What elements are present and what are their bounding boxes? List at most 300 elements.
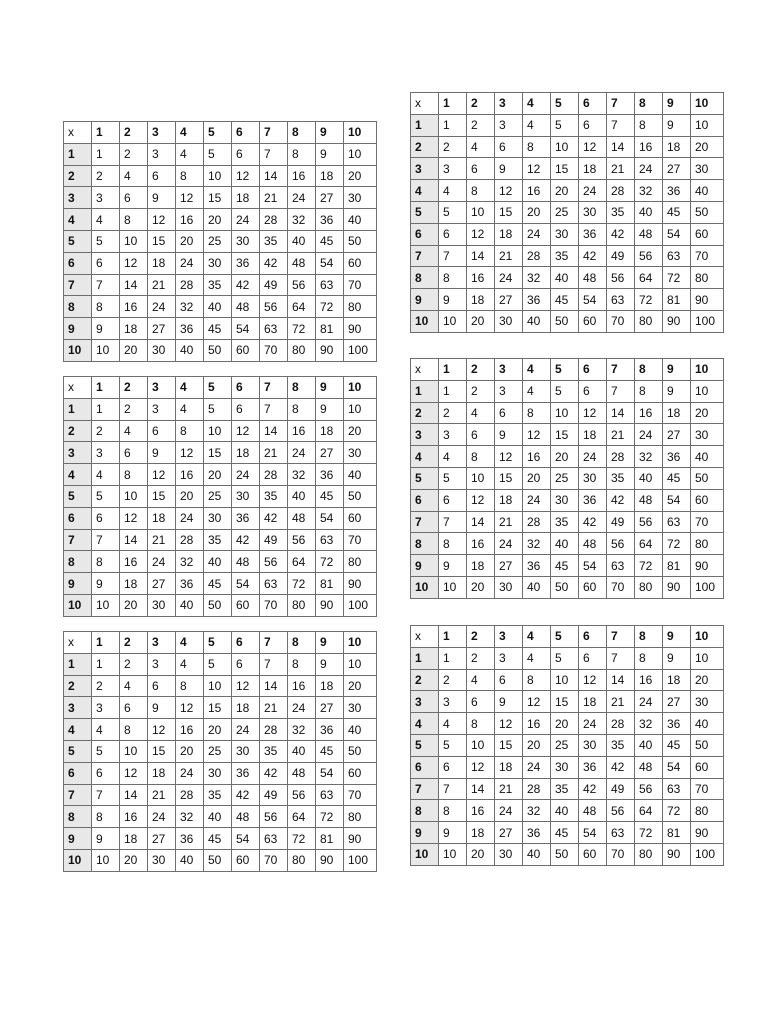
product-cell: 30 bbox=[344, 697, 377, 719]
product-cell: 48 bbox=[635, 223, 663, 245]
product-cell: 100 bbox=[691, 576, 724, 598]
product-cell: 24 bbox=[635, 158, 663, 180]
table-row bbox=[64, 675, 377, 697]
product-cell: 21 bbox=[495, 245, 523, 267]
column-header: 5 bbox=[204, 122, 232, 144]
product-cell: 20 bbox=[120, 594, 148, 616]
product-cell: 9 bbox=[92, 573, 120, 595]
product-cell: 1 bbox=[439, 647, 467, 669]
column-header: 8 bbox=[635, 626, 663, 648]
product-cell: 49 bbox=[607, 778, 635, 800]
product-cell: 12 bbox=[176, 697, 204, 719]
product-cell: 4 bbox=[467, 669, 495, 691]
product-cell: 24 bbox=[495, 267, 523, 289]
row-header: 1 bbox=[411, 380, 439, 402]
table-row bbox=[64, 296, 377, 318]
product-cell: 2 bbox=[92, 420, 120, 442]
product-cell: 16 bbox=[288, 165, 316, 187]
table-row bbox=[411, 267, 724, 289]
product-cell: 63 bbox=[260, 573, 288, 595]
product-cell: 36 bbox=[232, 762, 260, 784]
product-cell: 20 bbox=[344, 675, 377, 697]
product-cell: 7 bbox=[92, 529, 120, 551]
product-cell: 6 bbox=[495, 669, 523, 691]
product-cell: 5 bbox=[92, 740, 120, 762]
row-header: 4 bbox=[64, 209, 92, 231]
row-header: 2 bbox=[411, 136, 439, 158]
product-cell: 6 bbox=[439, 223, 467, 245]
column-header: 10 bbox=[691, 93, 724, 115]
product-cell: 12 bbox=[495, 446, 523, 468]
product-cell: 45 bbox=[663, 734, 691, 756]
row-header: 7 bbox=[411, 511, 439, 533]
product-cell: 10 bbox=[344, 653, 377, 675]
product-cell: 24 bbox=[523, 756, 551, 778]
product-cell: 16 bbox=[523, 446, 551, 468]
column-header: 8 bbox=[288, 377, 316, 399]
product-cell: 70 bbox=[344, 274, 377, 296]
product-cell: 3 bbox=[439, 158, 467, 180]
product-cell: 14 bbox=[467, 245, 495, 267]
product-cell: 21 bbox=[495, 778, 523, 800]
product-cell: 40 bbox=[551, 533, 579, 555]
product-cell: 45 bbox=[316, 740, 344, 762]
product-cell: 60 bbox=[344, 507, 377, 529]
product-cell: 3 bbox=[439, 691, 467, 713]
product-cell: 40 bbox=[344, 209, 377, 231]
row-header: 1 bbox=[64, 398, 92, 420]
column-header: 6 bbox=[579, 359, 607, 381]
product-cell: 9 bbox=[92, 318, 120, 340]
product-cell: 72 bbox=[663, 800, 691, 822]
table-row bbox=[411, 691, 724, 713]
product-cell: 8 bbox=[92, 551, 120, 573]
product-cell: 24 bbox=[232, 464, 260, 486]
product-cell: 21 bbox=[260, 442, 288, 464]
product-cell: 8 bbox=[467, 180, 495, 202]
multiplication-table-left-2 bbox=[63, 376, 377, 617]
product-cell: 49 bbox=[260, 274, 288, 296]
product-cell: 60 bbox=[579, 576, 607, 598]
product-cell: 8 bbox=[288, 398, 316, 420]
product-cell: 5 bbox=[551, 114, 579, 136]
product-cell: 4 bbox=[92, 719, 120, 741]
product-cell: 20 bbox=[691, 136, 724, 158]
product-cell: 8 bbox=[120, 464, 148, 486]
product-cell: 24 bbox=[635, 424, 663, 446]
product-cell: 45 bbox=[204, 828, 232, 850]
product-cell: 4 bbox=[176, 653, 204, 675]
product-cell: 54 bbox=[579, 822, 607, 844]
product-cell: 64 bbox=[288, 806, 316, 828]
product-cell: 15 bbox=[204, 697, 232, 719]
product-cell: 9 bbox=[495, 158, 523, 180]
product-cell: 10 bbox=[92, 849, 120, 871]
product-cell: 9 bbox=[663, 114, 691, 136]
corner-cell: x bbox=[411, 93, 439, 115]
product-cell: 45 bbox=[316, 485, 344, 507]
row-header: 6 bbox=[411, 223, 439, 245]
product-cell: 30 bbox=[551, 756, 579, 778]
table-row bbox=[64, 828, 377, 850]
product-cell: 60 bbox=[232, 339, 260, 361]
product-cell: 42 bbox=[260, 762, 288, 784]
product-cell: 7 bbox=[439, 511, 467, 533]
row-header: 1 bbox=[411, 647, 439, 669]
product-cell: 64 bbox=[288, 551, 316, 573]
product-cell: 40 bbox=[691, 180, 724, 202]
product-cell: 24 bbox=[288, 697, 316, 719]
column-header: 10 bbox=[691, 359, 724, 381]
column-header: 3 bbox=[148, 377, 176, 399]
product-cell: 70 bbox=[607, 843, 635, 865]
product-cell: 40 bbox=[523, 843, 551, 865]
product-cell: 24 bbox=[523, 489, 551, 511]
product-cell: 40 bbox=[204, 296, 232, 318]
product-cell: 8 bbox=[467, 713, 495, 735]
product-cell: 70 bbox=[691, 778, 724, 800]
product-cell: 3 bbox=[495, 380, 523, 402]
product-cell: 15 bbox=[148, 740, 176, 762]
column-header: 2 bbox=[467, 359, 495, 381]
product-cell: 72 bbox=[663, 267, 691, 289]
row-header: 3 bbox=[64, 697, 92, 719]
product-cell: 49 bbox=[260, 784, 288, 806]
product-cell: 21 bbox=[260, 187, 288, 209]
product-cell: 24 bbox=[579, 713, 607, 735]
column-header: 6 bbox=[232, 377, 260, 399]
product-cell: 12 bbox=[232, 420, 260, 442]
product-cell: 56 bbox=[635, 778, 663, 800]
table-row bbox=[64, 697, 377, 719]
column-header: 9 bbox=[316, 377, 344, 399]
product-cell: 56 bbox=[635, 511, 663, 533]
product-cell: 8 bbox=[176, 165, 204, 187]
corner-cell: x bbox=[411, 359, 439, 381]
table-row bbox=[411, 647, 724, 669]
product-cell: 9 bbox=[148, 697, 176, 719]
product-cell: 42 bbox=[607, 223, 635, 245]
product-cell: 70 bbox=[607, 310, 635, 332]
row-header: 10 bbox=[411, 843, 439, 865]
table-header-row bbox=[411, 359, 724, 381]
product-cell: 27 bbox=[495, 822, 523, 844]
product-cell: 54 bbox=[316, 507, 344, 529]
product-cell: 21 bbox=[607, 691, 635, 713]
product-cell: 12 bbox=[176, 442, 204, 464]
column-header: 2 bbox=[467, 93, 495, 115]
product-cell: 20 bbox=[691, 669, 724, 691]
product-cell: 81 bbox=[316, 318, 344, 340]
product-cell: 3 bbox=[439, 424, 467, 446]
product-cell: 81 bbox=[663, 822, 691, 844]
row-header: 2 bbox=[64, 675, 92, 697]
product-cell: 48 bbox=[579, 267, 607, 289]
product-cell: 3 bbox=[148, 653, 176, 675]
product-cell: 1 bbox=[92, 398, 120, 420]
table-row bbox=[411, 310, 724, 332]
product-cell: 7 bbox=[260, 398, 288, 420]
row-header: 5 bbox=[411, 201, 439, 223]
product-cell: 4 bbox=[120, 675, 148, 697]
product-cell: 21 bbox=[260, 697, 288, 719]
product-cell: 16 bbox=[288, 420, 316, 442]
table-row bbox=[64, 849, 377, 871]
product-cell: 10 bbox=[439, 843, 467, 865]
table-row bbox=[64, 464, 377, 486]
row-header: 9 bbox=[64, 318, 92, 340]
product-cell: 40 bbox=[176, 339, 204, 361]
product-cell: 40 bbox=[204, 551, 232, 573]
column-header: 5 bbox=[204, 632, 232, 654]
product-cell: 7 bbox=[260, 653, 288, 675]
table-row bbox=[411, 713, 724, 735]
product-cell: 35 bbox=[551, 511, 579, 533]
product-cell: 18 bbox=[120, 573, 148, 595]
column-header: 9 bbox=[663, 93, 691, 115]
product-cell: 15 bbox=[495, 734, 523, 756]
product-cell: 18 bbox=[232, 442, 260, 464]
product-cell: 20 bbox=[551, 180, 579, 202]
table-row bbox=[64, 165, 377, 187]
product-cell: 10 bbox=[120, 230, 148, 252]
row-header: 3 bbox=[411, 424, 439, 446]
product-cell: 18 bbox=[579, 691, 607, 713]
product-cell: 8 bbox=[523, 402, 551, 424]
product-cell: 54 bbox=[316, 252, 344, 274]
product-cell: 100 bbox=[344, 849, 377, 871]
product-cell: 28 bbox=[607, 713, 635, 735]
row-header: 5 bbox=[64, 740, 92, 762]
product-cell: 60 bbox=[344, 252, 377, 274]
column-header: 7 bbox=[260, 632, 288, 654]
table-header-row bbox=[64, 632, 377, 654]
product-cell: 1 bbox=[439, 380, 467, 402]
product-cell: 80 bbox=[288, 849, 316, 871]
multiplication-table-left-3 bbox=[63, 631, 377, 872]
product-cell: 4 bbox=[176, 143, 204, 165]
product-cell: 27 bbox=[316, 697, 344, 719]
product-cell: 3 bbox=[92, 697, 120, 719]
product-cell: 60 bbox=[579, 843, 607, 865]
product-cell: 35 bbox=[551, 778, 579, 800]
table-row bbox=[64, 594, 377, 616]
table-row bbox=[64, 339, 377, 361]
product-cell: 72 bbox=[316, 806, 344, 828]
product-cell: 32 bbox=[288, 209, 316, 231]
product-cell: 12 bbox=[467, 223, 495, 245]
corner-cell: x bbox=[64, 122, 92, 144]
product-cell: 45 bbox=[551, 822, 579, 844]
multiplication-table-left-1 bbox=[63, 121, 377, 362]
product-cell: 8 bbox=[120, 719, 148, 741]
table-row bbox=[64, 143, 377, 165]
product-cell: 20 bbox=[120, 339, 148, 361]
product-cell: 63 bbox=[316, 274, 344, 296]
product-cell: 81 bbox=[663, 289, 691, 311]
column-header: 10 bbox=[344, 632, 377, 654]
column-header: 6 bbox=[579, 93, 607, 115]
product-cell: 28 bbox=[607, 180, 635, 202]
column-header: 8 bbox=[635, 359, 663, 381]
product-cell: 30 bbox=[551, 223, 579, 245]
product-cell: 2 bbox=[92, 675, 120, 697]
product-cell: 7 bbox=[607, 647, 635, 669]
product-cell: 2 bbox=[467, 380, 495, 402]
product-cell: 5 bbox=[92, 485, 120, 507]
table-row bbox=[411, 446, 724, 468]
column-header: 7 bbox=[607, 93, 635, 115]
product-cell: 10 bbox=[551, 402, 579, 424]
product-cell: 4 bbox=[523, 114, 551, 136]
column-header: 10 bbox=[344, 377, 377, 399]
table-row bbox=[411, 778, 724, 800]
product-cell: 25 bbox=[551, 201, 579, 223]
row-header: 8 bbox=[411, 800, 439, 822]
product-cell: 48 bbox=[579, 800, 607, 822]
row-header: 2 bbox=[64, 420, 92, 442]
product-cell: 10 bbox=[439, 310, 467, 332]
product-cell: 10 bbox=[120, 740, 148, 762]
product-cell: 42 bbox=[260, 507, 288, 529]
table-row bbox=[411, 223, 724, 245]
product-cell: 50 bbox=[344, 740, 377, 762]
product-cell: 20 bbox=[467, 843, 495, 865]
product-cell: 15 bbox=[148, 485, 176, 507]
product-cell: 49 bbox=[607, 245, 635, 267]
product-cell: 1 bbox=[92, 653, 120, 675]
product-cell: 60 bbox=[344, 762, 377, 784]
product-cell: 16 bbox=[635, 402, 663, 424]
product-cell: 5 bbox=[439, 201, 467, 223]
product-cell: 2 bbox=[467, 114, 495, 136]
product-cell: 40 bbox=[551, 267, 579, 289]
product-cell: 9 bbox=[148, 187, 176, 209]
product-cell: 6 bbox=[467, 424, 495, 446]
product-cell: 3 bbox=[92, 187, 120, 209]
product-cell: 20 bbox=[523, 201, 551, 223]
table-row bbox=[64, 529, 377, 551]
column-header: 2 bbox=[120, 632, 148, 654]
row-header: 5 bbox=[64, 230, 92, 252]
product-cell: 40 bbox=[344, 464, 377, 486]
product-cell: 24 bbox=[148, 296, 176, 318]
product-cell: 35 bbox=[204, 529, 232, 551]
product-cell: 42 bbox=[607, 489, 635, 511]
table-row bbox=[411, 201, 724, 223]
product-cell: 36 bbox=[176, 828, 204, 850]
column-header: 6 bbox=[232, 122, 260, 144]
product-cell: 42 bbox=[232, 529, 260, 551]
product-cell: 25 bbox=[551, 734, 579, 756]
column-header: 5 bbox=[551, 93, 579, 115]
product-cell: 12 bbox=[579, 669, 607, 691]
product-cell: 63 bbox=[663, 511, 691, 533]
product-cell: 6 bbox=[495, 136, 523, 158]
product-cell: 27 bbox=[316, 187, 344, 209]
product-cell: 14 bbox=[120, 274, 148, 296]
product-cell: 6 bbox=[120, 187, 148, 209]
column-header: 5 bbox=[204, 377, 232, 399]
row-header: 7 bbox=[64, 784, 92, 806]
product-cell: 16 bbox=[176, 464, 204, 486]
product-cell: 54 bbox=[579, 289, 607, 311]
product-cell: 16 bbox=[467, 533, 495, 555]
product-cell: 4 bbox=[439, 713, 467, 735]
product-cell: 49 bbox=[260, 529, 288, 551]
product-cell: 14 bbox=[260, 420, 288, 442]
column-header: 7 bbox=[260, 377, 288, 399]
product-cell: 18 bbox=[579, 158, 607, 180]
product-cell: 50 bbox=[551, 843, 579, 865]
product-cell: 14 bbox=[260, 675, 288, 697]
product-cell: 72 bbox=[635, 289, 663, 311]
row-header: 9 bbox=[411, 822, 439, 844]
product-cell: 12 bbox=[120, 252, 148, 274]
table-row bbox=[411, 289, 724, 311]
table-row bbox=[411, 756, 724, 778]
product-cell: 8 bbox=[92, 296, 120, 318]
product-cell: 80 bbox=[635, 576, 663, 598]
row-header: 6 bbox=[411, 756, 439, 778]
product-cell: 18 bbox=[316, 165, 344, 187]
product-cell: 4 bbox=[120, 420, 148, 442]
product-cell: 30 bbox=[148, 339, 176, 361]
product-cell: 90 bbox=[691, 822, 724, 844]
product-cell: 42 bbox=[260, 252, 288, 274]
product-cell: 48 bbox=[579, 533, 607, 555]
product-cell: 56 bbox=[288, 529, 316, 551]
product-cell: 10 bbox=[439, 576, 467, 598]
product-cell: 36 bbox=[523, 289, 551, 311]
product-cell: 20 bbox=[176, 230, 204, 252]
table-row bbox=[64, 209, 377, 231]
product-cell: 36 bbox=[523, 555, 551, 577]
row-header: 2 bbox=[411, 669, 439, 691]
product-cell: 35 bbox=[260, 485, 288, 507]
product-cell: 15 bbox=[495, 467, 523, 489]
product-cell: 20 bbox=[467, 576, 495, 598]
column-header: 1 bbox=[92, 122, 120, 144]
product-cell: 15 bbox=[148, 230, 176, 252]
corner-cell: x bbox=[411, 626, 439, 648]
product-cell: 8 bbox=[176, 675, 204, 697]
product-cell: 9 bbox=[495, 691, 523, 713]
product-cell: 5 bbox=[439, 467, 467, 489]
product-cell: 50 bbox=[204, 849, 232, 871]
product-cell: 18 bbox=[232, 697, 260, 719]
product-cell: 63 bbox=[663, 778, 691, 800]
column-header: 3 bbox=[148, 632, 176, 654]
product-cell: 90 bbox=[691, 289, 724, 311]
product-cell: 24 bbox=[579, 446, 607, 468]
product-cell: 6 bbox=[579, 380, 607, 402]
column-header: 7 bbox=[607, 359, 635, 381]
product-cell: 20 bbox=[204, 719, 232, 741]
product-cell: 20 bbox=[551, 713, 579, 735]
product-cell: 63 bbox=[607, 555, 635, 577]
multiplication-table-right-1 bbox=[410, 92, 724, 333]
product-cell: 90 bbox=[663, 576, 691, 598]
product-cell: 42 bbox=[607, 756, 635, 778]
product-cell: 80 bbox=[635, 310, 663, 332]
product-cell: 30 bbox=[204, 507, 232, 529]
product-cell: 70 bbox=[260, 339, 288, 361]
product-cell: 6 bbox=[148, 165, 176, 187]
product-cell: 40 bbox=[635, 201, 663, 223]
table-row bbox=[411, 800, 724, 822]
product-cell: 12 bbox=[232, 165, 260, 187]
